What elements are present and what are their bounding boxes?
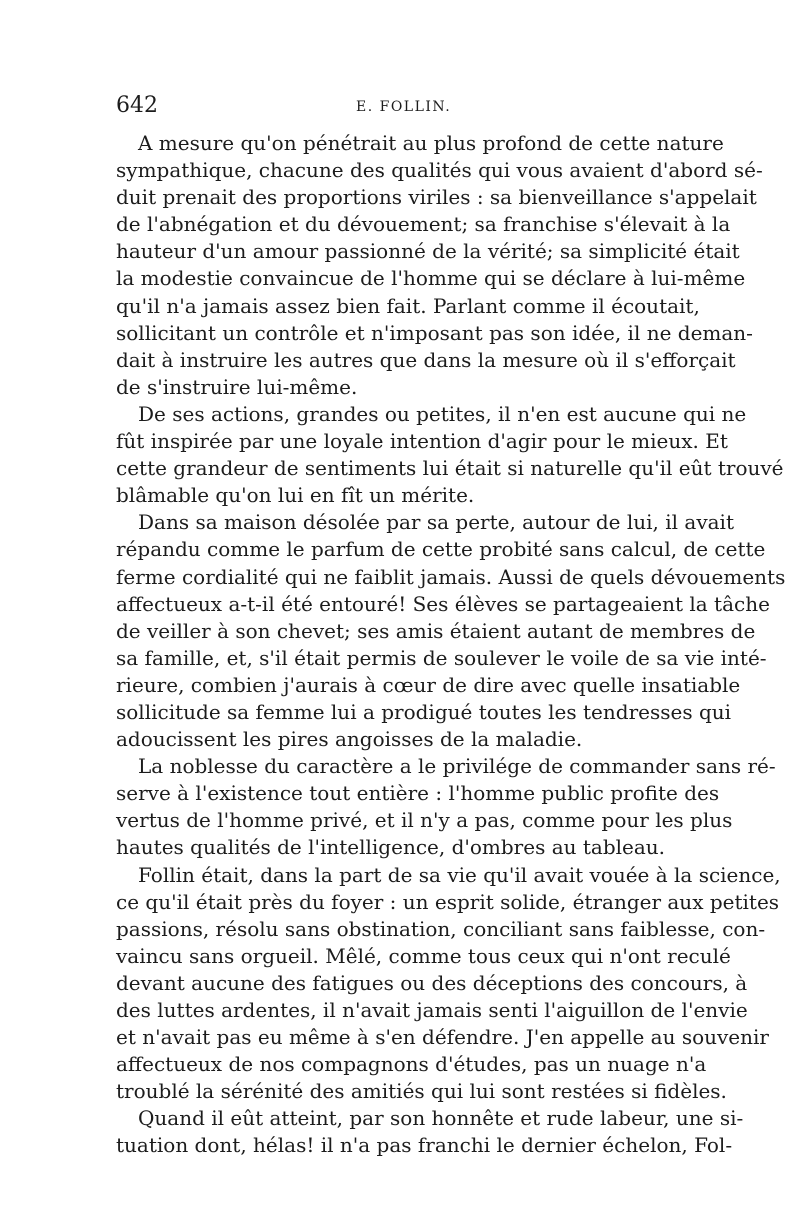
text-line: troublé la sérénité des amitiés qui lui sont restées si fidèles. [116, 1079, 727, 1104]
text-line: passions, résolu sans obstination, conciliant sans faiblesse, con- [116, 916, 766, 941]
text-line: blâmable qu'on lui en fît un mérite. [116, 483, 475, 508]
text-line: fût inspirée par une loyale intention d'agir pour le mieux. Et [116, 429, 728, 454]
text-line: adoucissent les pires angoisses de la maladie. [116, 727, 583, 752]
text-line: Dans sa maison désolée par sa perte, autour de lui, il avait [138, 510, 734, 535]
text-line: tuation dont, hélas! il n'a pas franchi le dernier échelon, Fol- [116, 1133, 733, 1158]
text-line: vertus de l'homme privé, et il n'y a pas, comme pour les plus [116, 808, 733, 833]
text-line: duit prenait des proportions viriles : sa bienveillance s'appelait [116, 185, 757, 210]
text-line: hautes qualités de l'intelligence, d'ombres au tableau. [116, 835, 666, 860]
running-head: E. FOLLIN. [356, 99, 452, 115]
text-line: de l'abnégation et du dévouement; sa franchise s'élevait à la [116, 212, 731, 237]
text-line: et n'avait pas eu même à s'en défendre. J'en appelle au souvenir [116, 1025, 769, 1050]
text-line: hauteur d'un amour passionné de la vérité; sa simplicité était [116, 239, 740, 264]
text-line: de s'instruire lui-même. [116, 374, 358, 399]
text-line: affectueux a-t-il été entouré! Ses élèves se partageaient la tâche [116, 591, 770, 616]
text-line: sa famille, et, s'il était permis de soulever le voile de sa vie inté- [116, 645, 767, 670]
text-line: sympathique, chacune des qualités qui vous avaient d'abord sé- [116, 158, 763, 183]
text-line: la modestie convaincue de l'homme qui se déclare à lui-même [116, 266, 746, 291]
text-line: de veiller à son chevet; ses amis étaient autant de membres de [116, 618, 756, 643]
text-line: cette grandeur de sentiments lui était si naturelle qu'il eût trouvé [116, 456, 784, 481]
text-line: répandu comme le parfum de cette probité sans calcul, de cette [116, 537, 766, 562]
text-line: Follin était, dans la part de sa vie qu'il avait vouée à la science, [138, 862, 781, 887]
text-line: dait à instruire les autres que dans la mesure où il s'efforçait [116, 347, 736, 372]
text-line: rieure, combien j'aurais à cœur de dire avec quelle insatiable [116, 672, 741, 697]
body-text [116, 130, 786, 1160]
text-line: ferme cordialité qui ne faiblit jamais. Aussi de quels dévouements [116, 564, 786, 589]
page-header [116, 92, 696, 120]
text-line: des luttes ardentes, il n'avait jamais senti l'aiguillon de l'envie [116, 998, 748, 1022]
text-line: qu'il n'a jamais assez bien fait. Parlant comme il écoutait, [116, 293, 700, 318]
text-line: La noblesse du caractère a le privilége de commander sans ré- [138, 754, 776, 779]
text-line: devant aucune des fatigues ou des déceptions des concours, à [116, 970, 748, 995]
text-line: Quand il eût atteint, par son honnête et rude labeur, une si- [138, 1106, 744, 1131]
text-line: serve à l'existence tout entière : l'homme public profite des [116, 781, 720, 806]
page-number: 642 [116, 93, 158, 118]
text-line: sollicitude sa femme lui a prodigué toutes les tendresses qui [116, 699, 732, 724]
text-line: A mesure qu'on pénétrait au plus profond de cette nature [138, 131, 724, 155]
text-line: affectueux de nos compagnons d'études, pas un nuage n'a [116, 1052, 707, 1077]
text-line: ce qu'il était près du foyer : un esprit solide, étranger aux petites [116, 889, 780, 914]
text-line: vaincu sans orgueil. Mêlé, comme tous ceux qui n'ont reculé [116, 943, 731, 968]
text-line: sollicitant un contrôle et n'imposant pas son idée, il ne deman- [116, 320, 753, 345]
text-line: De ses actions, grandes ou petites, il n'en est aucune qui ne [138, 401, 747, 426]
